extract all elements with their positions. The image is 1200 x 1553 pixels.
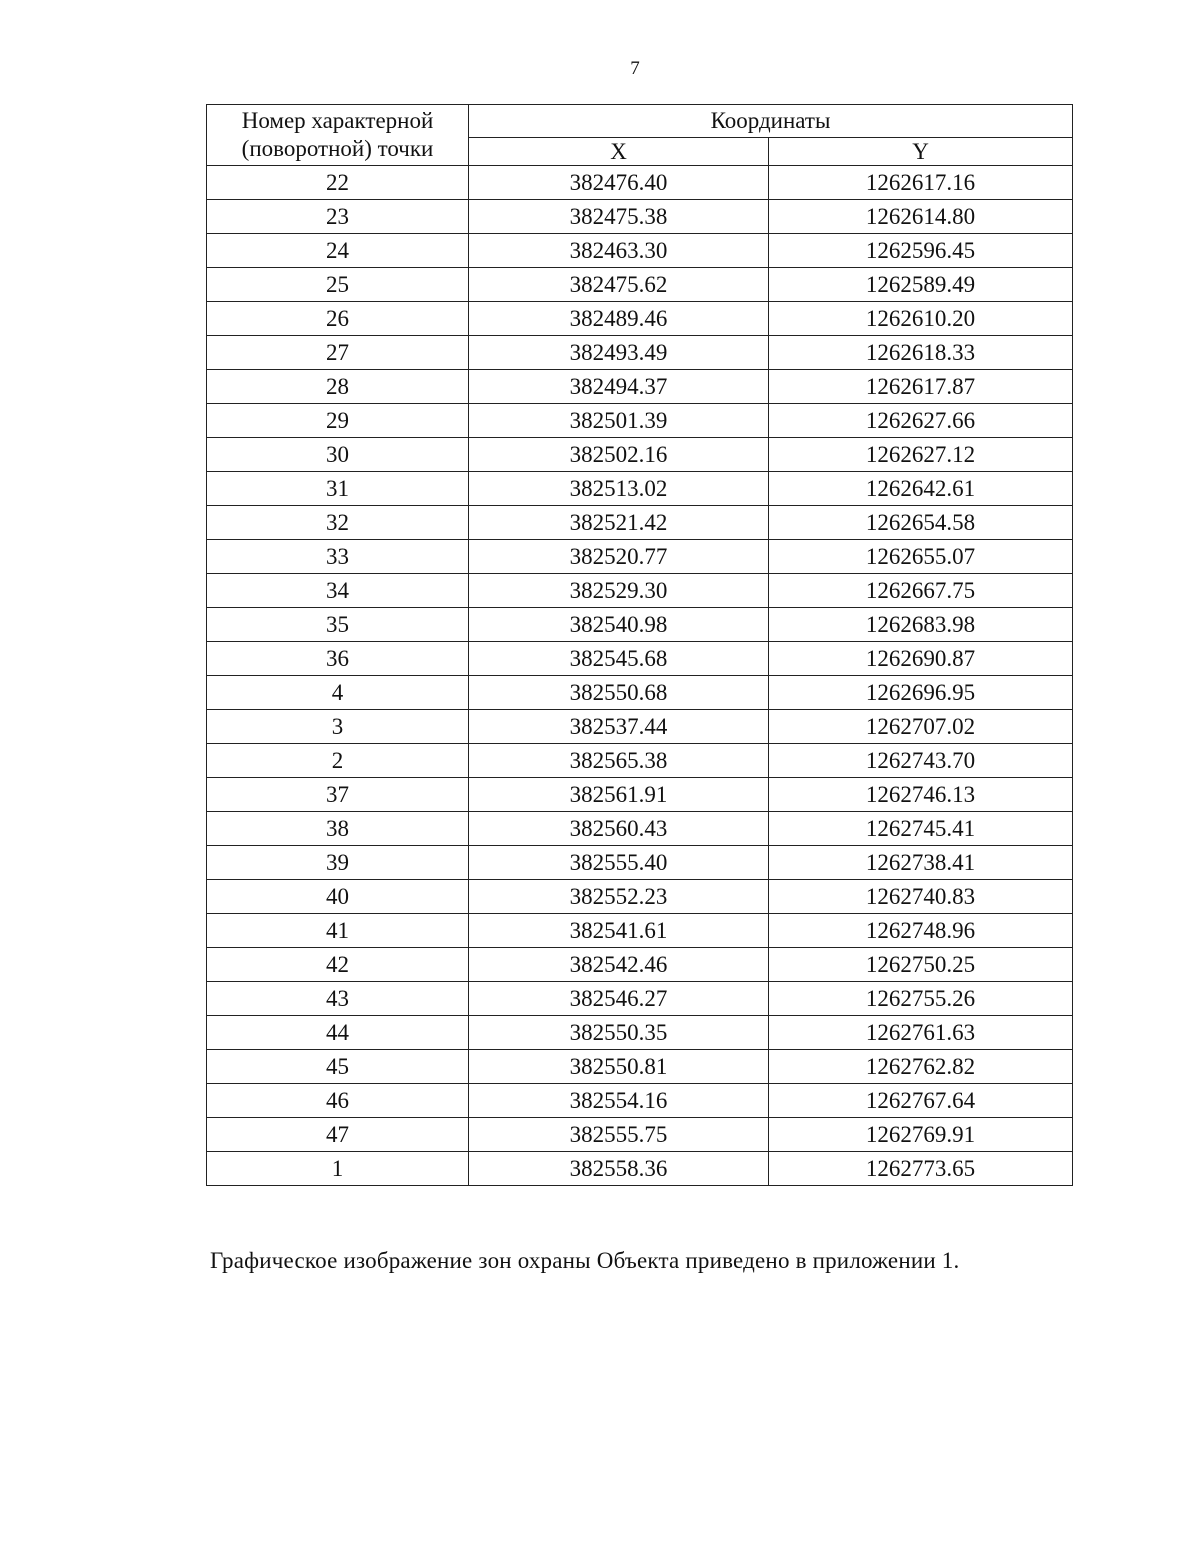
- x-coordinate-cell: 382550.68: [469, 676, 769, 710]
- x-coordinate-cell: 382476.40: [469, 166, 769, 200]
- point-number-cell: 41: [207, 914, 469, 948]
- header-x: X: [469, 138, 769, 166]
- x-coordinate-cell: 382537.44: [469, 710, 769, 744]
- x-coordinate-cell: 382546.27: [469, 982, 769, 1016]
- table-row: [207, 744, 1073, 778]
- table-row: [207, 710, 1073, 744]
- x-coordinate-cell: 382550.81: [469, 1050, 769, 1084]
- x-coordinate-cell: 382502.16: [469, 438, 769, 472]
- x-coordinate-cell: 382529.30: [469, 574, 769, 608]
- y-coordinate-cell: 1262614.80: [769, 200, 1073, 234]
- x-coordinate-cell: 382513.02: [469, 472, 769, 506]
- table-row: [207, 948, 1073, 982]
- y-coordinate-cell: 1262707.02: [769, 710, 1073, 744]
- point-number-cell: 26: [207, 302, 469, 336]
- x-coordinate-cell: 382545.68: [469, 642, 769, 676]
- point-number-cell: 25: [207, 268, 469, 302]
- x-coordinate-cell: 382489.46: [469, 302, 769, 336]
- table-row: [207, 234, 1073, 268]
- point-number-cell: 39: [207, 846, 469, 880]
- table-row: [207, 608, 1073, 642]
- y-coordinate-cell: 1262596.45: [769, 234, 1073, 268]
- x-coordinate-cell: 382565.38: [469, 744, 769, 778]
- point-number-cell: 37: [207, 778, 469, 812]
- y-coordinate-cell: 1262740.83: [769, 880, 1073, 914]
- point-number-cell: 43: [207, 982, 469, 1016]
- page-number: 7: [630, 58, 640, 79]
- y-coordinate-cell: 1262773.65: [769, 1152, 1073, 1186]
- point-number-cell: 47: [207, 1118, 469, 1152]
- footnote-text: Графическое изображение зон охраны Объекта приведено в приложении 1.: [210, 1248, 960, 1273]
- point-number-cell: 36: [207, 642, 469, 676]
- y-coordinate-cell: 1262696.95: [769, 676, 1073, 710]
- point-number-cell: 45: [207, 1050, 469, 1084]
- point-number-cell: 32: [207, 506, 469, 540]
- y-coordinate-cell: 1262683.98: [769, 608, 1073, 642]
- point-number-cell: 2: [207, 744, 469, 778]
- table-row: [207, 472, 1073, 506]
- header-point-number: Номер характерной (поворотной) точки: [207, 105, 469, 166]
- point-number-cell: 31: [207, 472, 469, 506]
- x-coordinate-cell: 382541.61: [469, 914, 769, 948]
- table-row: [207, 642, 1073, 676]
- x-coordinate-cell: 382520.77: [469, 540, 769, 574]
- x-coordinate-cell: 382540.98: [469, 608, 769, 642]
- header-coordinates: Координаты: [469, 105, 1073, 138]
- table-row: [207, 336, 1073, 370]
- y-coordinate-cell: 1262627.66: [769, 404, 1073, 438]
- x-coordinate-cell: 382463.30: [469, 234, 769, 268]
- table-row: [207, 404, 1073, 438]
- x-coordinate-cell: 382475.38: [469, 200, 769, 234]
- table-row: [207, 438, 1073, 472]
- y-coordinate-cell: 1262755.26: [769, 982, 1073, 1016]
- table-row: [207, 166, 1073, 200]
- table-row: [207, 846, 1073, 880]
- x-coordinate-cell: 382555.40: [469, 846, 769, 880]
- y-coordinate-cell: 1262667.75: [769, 574, 1073, 608]
- y-coordinate-cell: 1262617.87: [769, 370, 1073, 404]
- point-number-cell: 38: [207, 812, 469, 846]
- y-coordinate-cell: 1262761.63: [769, 1016, 1073, 1050]
- x-coordinate-cell: 382521.42: [469, 506, 769, 540]
- table-row: [207, 982, 1073, 1016]
- point-number-cell: 3: [207, 710, 469, 744]
- table-row: [207, 1118, 1073, 1152]
- table-row: [207, 302, 1073, 336]
- table-row: [207, 370, 1073, 404]
- y-coordinate-cell: 1262750.25: [769, 948, 1073, 982]
- table-row: [207, 574, 1073, 608]
- table-row: [207, 1084, 1073, 1118]
- table-row: [207, 1016, 1073, 1050]
- point-number-cell: 27: [207, 336, 469, 370]
- x-coordinate-cell: 382555.75: [469, 1118, 769, 1152]
- table-row: [207, 506, 1073, 540]
- y-coordinate-cell: 1262745.41: [769, 812, 1073, 846]
- table-row: [207, 540, 1073, 574]
- y-coordinate-cell: 1262654.58: [769, 506, 1073, 540]
- x-coordinate-cell: 382558.36: [469, 1152, 769, 1186]
- point-number-cell: 40: [207, 880, 469, 914]
- point-number-cell: 4: [207, 676, 469, 710]
- x-coordinate-cell: 382475.62: [469, 268, 769, 302]
- table-body: [207, 166, 1073, 1186]
- y-coordinate-cell: 1262589.49: [769, 268, 1073, 302]
- table-row: [207, 880, 1073, 914]
- coordinates-table-container: [206, 104, 1072, 1186]
- point-number-cell: 29: [207, 404, 469, 438]
- x-coordinate-cell: 382560.43: [469, 812, 769, 846]
- table-header-row-1: [207, 105, 1073, 138]
- point-number-cell: 42: [207, 948, 469, 982]
- point-number-cell: 23: [207, 200, 469, 234]
- point-number-cell: 24: [207, 234, 469, 268]
- y-coordinate-cell: 1262738.41: [769, 846, 1073, 880]
- y-coordinate-cell: 1262627.12: [769, 438, 1073, 472]
- y-coordinate-cell: 1262690.87: [769, 642, 1073, 676]
- y-coordinate-cell: 1262769.91: [769, 1118, 1073, 1152]
- y-coordinate-cell: 1262655.07: [769, 540, 1073, 574]
- table-row: [207, 778, 1073, 812]
- point-number-cell: 30: [207, 438, 469, 472]
- table-row: [207, 200, 1073, 234]
- point-number-cell: 34: [207, 574, 469, 608]
- y-coordinate-cell: 1262610.20: [769, 302, 1073, 336]
- x-coordinate-cell: 382554.16: [469, 1084, 769, 1118]
- table-row: [207, 812, 1073, 846]
- y-coordinate-cell: 1262746.13: [769, 778, 1073, 812]
- y-coordinate-cell: 1262767.64: [769, 1084, 1073, 1118]
- table-row: [207, 1050, 1073, 1084]
- x-coordinate-cell: 382552.23: [469, 880, 769, 914]
- y-coordinate-cell: 1262748.96: [769, 914, 1073, 948]
- y-coordinate-cell: 1262743.70: [769, 744, 1073, 778]
- table-row: [207, 914, 1073, 948]
- y-coordinate-cell: 1262762.82: [769, 1050, 1073, 1084]
- y-coordinate-cell: 1262618.33: [769, 336, 1073, 370]
- x-coordinate-cell: 382561.91: [469, 778, 769, 812]
- table-row: [207, 1152, 1073, 1186]
- x-coordinate-cell: 382550.35: [469, 1016, 769, 1050]
- point-number-cell: 22: [207, 166, 469, 200]
- x-coordinate-cell: 382542.46: [469, 948, 769, 982]
- point-number-cell: 44: [207, 1016, 469, 1050]
- point-number-cell: 28: [207, 370, 469, 404]
- header-y: Y: [769, 138, 1073, 166]
- point-number-cell: 35: [207, 608, 469, 642]
- y-coordinate-cell: 1262617.16: [769, 166, 1073, 200]
- x-coordinate-cell: 382494.37: [469, 370, 769, 404]
- point-number-cell: 46: [207, 1084, 469, 1118]
- point-number-cell: 33: [207, 540, 469, 574]
- point-number-cell: 1: [207, 1152, 469, 1186]
- y-coordinate-cell: 1262642.61: [769, 472, 1073, 506]
- table-row: [207, 676, 1073, 710]
- table-row: [207, 268, 1073, 302]
- x-coordinate-cell: 382493.49: [469, 336, 769, 370]
- coordinates-table: [206, 104, 1073, 1186]
- x-coordinate-cell: 382501.39: [469, 404, 769, 438]
